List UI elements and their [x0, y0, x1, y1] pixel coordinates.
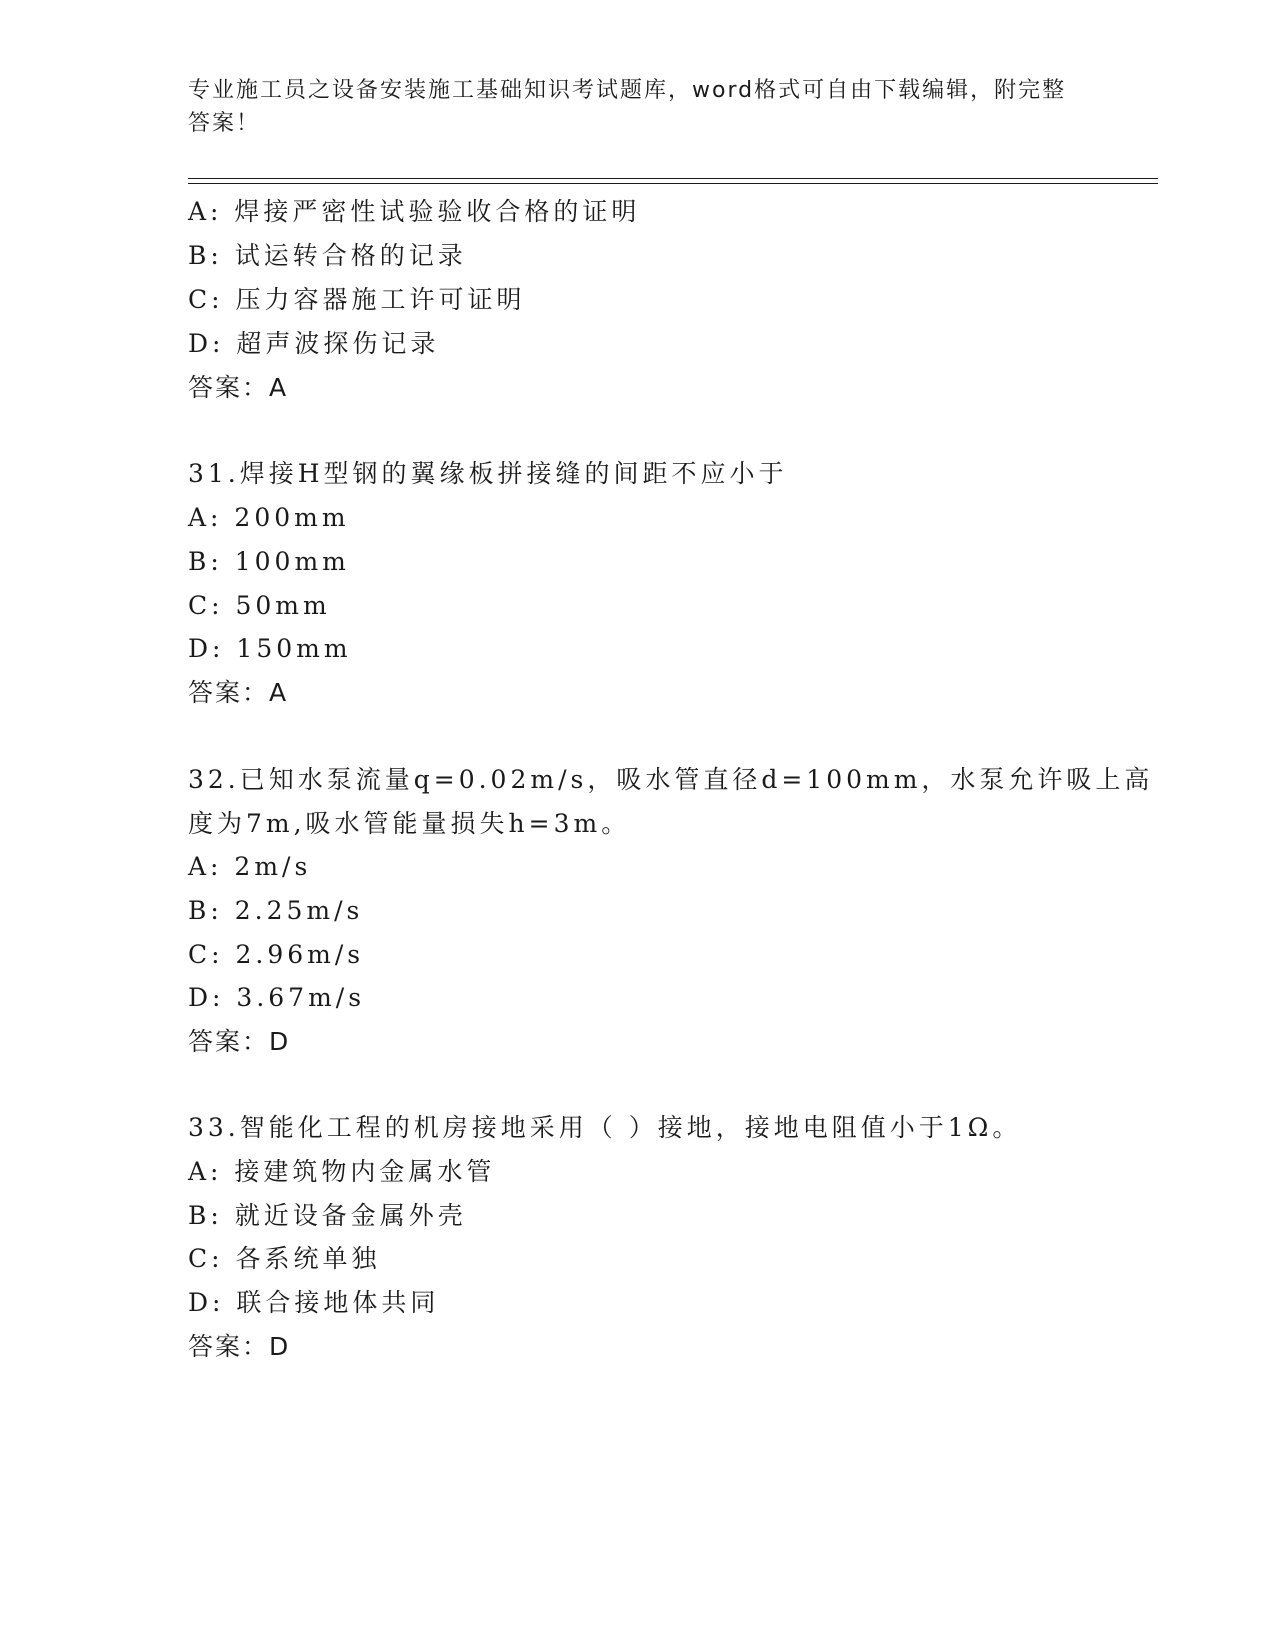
question-33-stem: 33.智能化工程的机房接地采用（ ）接地，接地电阻值小于1Ω。	[188, 1113, 1022, 1142]
question-31-option-b: B: 100mm	[188, 547, 350, 576]
question-33-answer: 答案：D	[188, 1332, 291, 1361]
question-31-stem: 31.焊接H型钢的翼缘板拼接缝的间距不应小于	[188, 459, 788, 488]
question-31-answer: 答案：A	[188, 678, 289, 707]
option-a: A: 焊接严密性试验验收合格的证明	[188, 197, 641, 226]
question-33-option-c: C: 各系统单独	[188, 1244, 381, 1273]
answer: 答案：A	[188, 373, 289, 402]
question-32-option-a: A: 2m/s	[188, 852, 312, 881]
option-b: B: 试运转合格的记录	[188, 241, 467, 270]
question-33-option-a: A: 接建筑物内金属水管	[188, 1157, 496, 1186]
option-c: C: 压力容器施工许可证明	[188, 285, 526, 314]
question-32-option-b: B: 2.25m/s	[188, 896, 364, 925]
question-33-option-b: B: 就近设备金属外壳	[188, 1201, 467, 1230]
question-31-option-a: A: 200mm	[188, 503, 350, 532]
option-d: D: 超声波探伤记录	[188, 329, 440, 358]
header-rule-bottom	[188, 183, 1158, 184]
question-32-option-d: D: 3.67m/s	[188, 983, 366, 1012]
question-32-stem-line1: 32.已知水泵流量q=0.02m/s，吸水管直径d=100mm，水泵允许吸上高	[188, 765, 1154, 794]
question-32-stem-line2: 度为7m,吸水管能量损失h=3m。	[188, 809, 631, 838]
question-31-option-c: C: 50mm	[188, 591, 331, 620]
header-rule-top	[188, 178, 1158, 179]
question-33-option-d: D: 联合接地体共同	[188, 1288, 440, 1317]
question-32-option-c: C: 2.96m/s	[188, 940, 365, 969]
question-31-option-d: D: 150mm	[188, 634, 352, 663]
document-header: 专业施工员之设备安装施工基础知识考试题库，word格式可自由下载编辑，附完整答案！	[188, 78, 1067, 136]
question-32-answer: 答案：D	[188, 1027, 291, 1056]
